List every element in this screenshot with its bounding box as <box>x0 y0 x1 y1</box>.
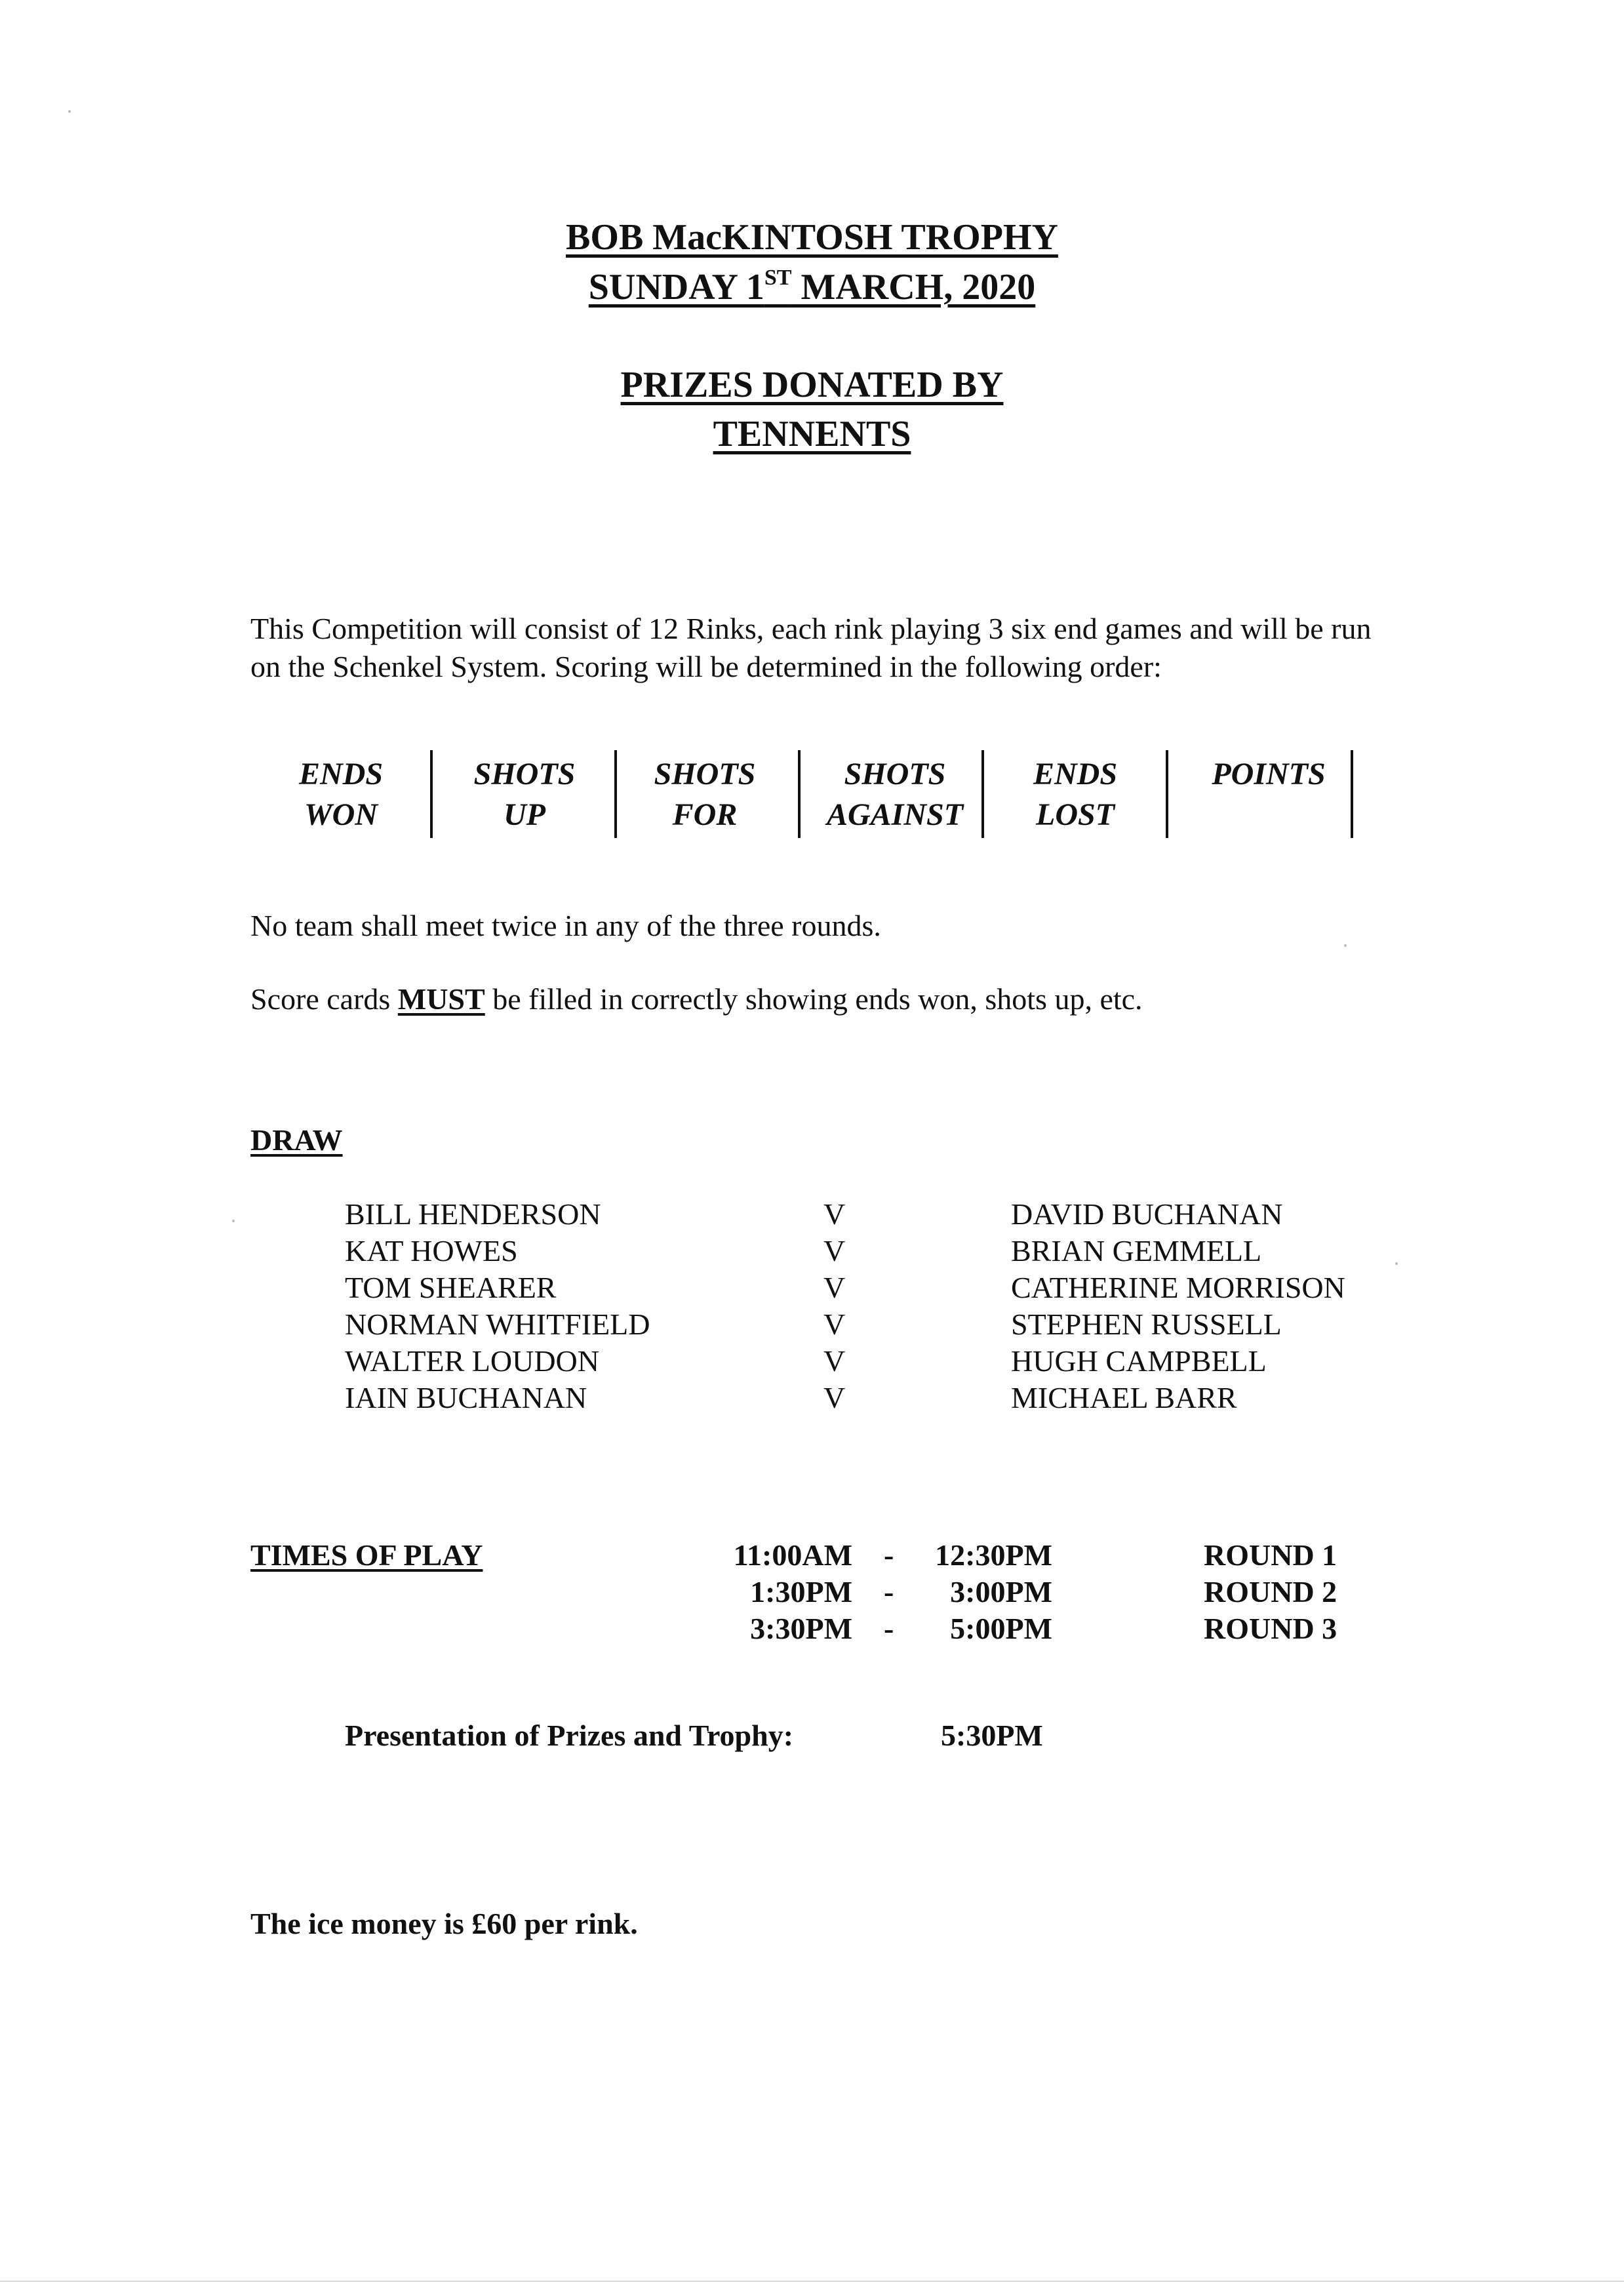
round-start-time: 11:00AM <box>733 1538 852 1572</box>
presentation-label: Presentation of Prizes and Trophy: <box>345 1719 794 1752</box>
column-divider <box>614 750 617 838</box>
versus-label: V <box>823 1234 846 1267</box>
round-label: ROUND 2 <box>1204 1575 1337 1608</box>
date-prefix: SUNDAY 1 <box>588 267 764 308</box>
draw-away-team: STEPHEN RUSSELL <box>1011 1307 1282 1341</box>
scan-speck <box>1344 944 1347 947</box>
col-line1: SHOTS <box>473 757 576 791</box>
round-start-time: 1:30PM <box>750 1575 852 1608</box>
rule-emphasis: MUST <box>397 982 485 1016</box>
draw-away-team: MICHAEL BARR <box>1011 1381 1237 1414</box>
time-separator: - <box>884 1612 894 1645</box>
rule-score-cards <box>250 982 1143 1016</box>
scoring-col-shots-against <box>810 754 980 839</box>
event-date <box>0 266 1624 308</box>
presentation-time: 5:30PM <box>941 1719 1043 1752</box>
col-line1: ENDS <box>298 757 384 791</box>
col-line2: FOR <box>672 797 738 832</box>
draw-away-team: CATHERINE MORRISON <box>1011 1271 1345 1304</box>
draw-away-team: HUGH CAMPBELL <box>1011 1344 1267 1378</box>
scoring-col-shots-for <box>633 754 777 839</box>
scoring-col-shots-up <box>452 754 597 839</box>
draw-home-team: KAT HOWES <box>345 1234 518 1267</box>
sponsor-name: TENNENTS <box>713 414 911 454</box>
round-label: ROUND 3 <box>1204 1612 1337 1645</box>
times-heading: TIMES OF PLAY <box>250 1538 483 1572</box>
round-start-time: 3:30PM <box>750 1612 852 1645</box>
versus-label: V <box>823 1344 846 1378</box>
draw-home-team: TOM SHEARER <box>345 1271 557 1304</box>
draw-home-team: BILL HENDERSON <box>345 1197 601 1231</box>
col-line2: AGAINST <box>826 797 964 832</box>
scoring-col-points <box>1187 754 1351 839</box>
round-label: ROUND 1 <box>1204 1538 1337 1572</box>
column-divider <box>798 750 801 838</box>
draw-heading: DRAW <box>250 1123 343 1157</box>
trophy-title: BOB MacKINTOSH TROPHY <box>566 217 1058 258</box>
prizes-heading: PRIZES DONATED BY <box>620 365 1004 405</box>
scoring-col-ends-won <box>275 754 406 839</box>
col-line1: POINTS <box>1212 757 1326 791</box>
versus-label: V <box>823 1381 846 1414</box>
date-rest: MARCH, 2020 <box>791 267 1036 308</box>
rule-no-repeat: No team shall meet twice in any of the three rounds. <box>250 909 881 942</box>
column-divider <box>1166 750 1168 838</box>
col-line1: ENDS <box>1033 757 1118 791</box>
draw-away-team: BRIAN GEMMELL <box>1011 1234 1262 1267</box>
versus-label: V <box>823 1197 846 1231</box>
scan-speck <box>68 110 71 113</box>
ice-money-note: The ice money is £60 per rink. <box>250 1907 638 1940</box>
column-divider <box>1351 750 1353 838</box>
col-line2: UP <box>504 797 545 832</box>
column-divider <box>430 750 433 838</box>
col-line1: SHOTS <box>654 757 756 791</box>
versus-label: V <box>823 1307 846 1341</box>
draw-away-team: DAVID BUCHANAN <box>1011 1197 1283 1231</box>
round-end-time: 3:00PM <box>950 1575 1052 1608</box>
rule-text-suffix: be filled in correctly showing ends won, shots up, etc. <box>485 982 1143 1016</box>
time-separator: - <box>884 1575 894 1608</box>
col-line2: WON <box>304 797 378 832</box>
col-line1: SHOTS <box>844 757 946 791</box>
scan-speck <box>232 1220 235 1222</box>
round-end-time: 12:30PM <box>935 1538 1052 1572</box>
round-end-time: 5:00PM <box>950 1612 1052 1645</box>
col-line2: LOST <box>1036 797 1115 832</box>
scan-speck <box>1395 1262 1398 1265</box>
time-separator: - <box>884 1538 894 1572</box>
scoring-col-ends-lost <box>1003 754 1147 839</box>
column-divider <box>981 750 984 838</box>
competition-description: This Competition will consist of 12 Rinks, each rink playing 3 six end games and will be run on the Schenkel System. Scoring will be determined in the following order: <box>250 612 1372 683</box>
draw-home-team: IAIN BUCHANAN <box>345 1381 587 1414</box>
draw-home-team: NORMAN WHITFIELD <box>345 1307 650 1341</box>
versus-label: V <box>823 1271 846 1304</box>
draw-home-team: WALTER LOUDON <box>345 1344 599 1378</box>
date-ordinal-suffix: ST <box>764 266 792 290</box>
scan-edge-line <box>0 2281 1624 2282</box>
rule-text-prefix: Score cards <box>250 982 398 1016</box>
